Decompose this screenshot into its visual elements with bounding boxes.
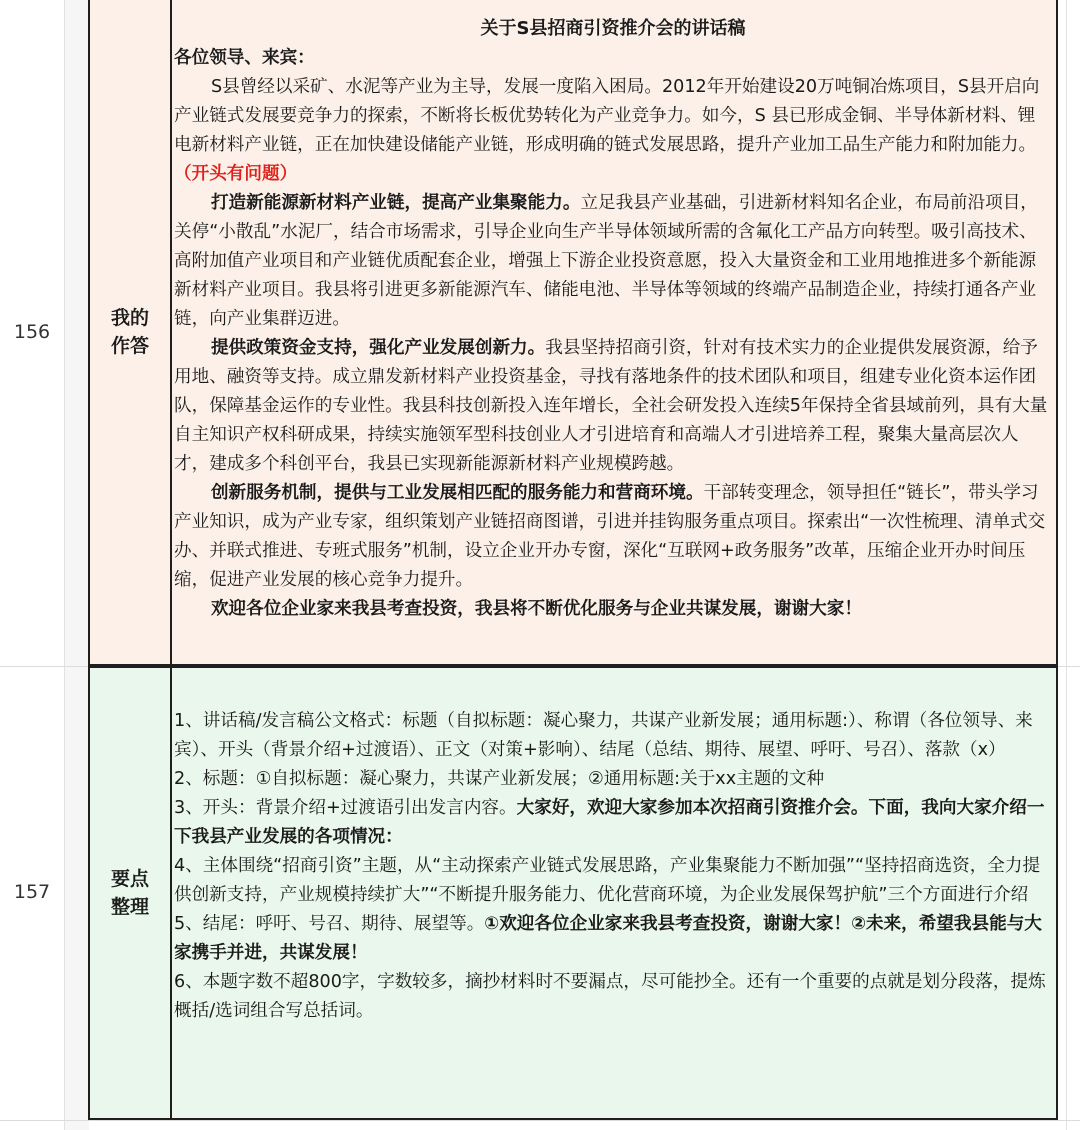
- review-note: （开头有问题）: [174, 164, 298, 184]
- row-label-cell[interactable]: [90, 0, 172, 664]
- row-label: 我的作答: [110, 307, 149, 357]
- keypoint-text: 3、开头：背景介绍+过渡语引出发言内容。: [174, 798, 517, 818]
- keypoint-5: [174, 910, 1052, 968]
- paragraph-text: 我县坚持招商引资，针对有技术实力的企业提供发展资源，给予用地、融资等支持。成立鼎发新材料产业投资基金，寻找有落地条件的技术团队和项目，组建专业化资本运作团队，保障基金运作的专业性。我县科技创新投入连年增长，全社会研发投入连续5年保持全省县域前列，具有大量自主知识产权科研成果，持续实施领军型科技创业人才引进培育和高端人才引进培养工程，聚集大量高层次人才，建成多个科创平台，我县已实现新能源新材料产业规模跨越。: [174, 338, 1048, 474]
- salutation: 各位领导、来宾：: [174, 48, 315, 68]
- row-number-157[interactable]: 157: [13, 881, 51, 903]
- keypoint-example: ①欢迎各位企业家来我县考查投资，谢谢大家！②未来，希望我县能与大家携手并进，共谋发展！: [174, 914, 1042, 963]
- keypoint-2: 2、标题：①自拟标题：凝心聚力，共谋产业新发展；②通用标题:关于xx主题的文种: [174, 769, 825, 789]
- row-number-156[interactable]: 156: [13, 321, 51, 343]
- spreadsheet-gutter: [64, 0, 89, 1130]
- keypoint-text: 5、结尾：呼吁、号召、期待、展望等。: [174, 914, 485, 934]
- keypoint-3: [174, 794, 1052, 852]
- row-label-cell[interactable]: [90, 668, 172, 1118]
- keypoints-cell[interactable]: [174, 707, 1052, 1026]
- paragraph-4: [174, 479, 1052, 595]
- paragraph-heading: 提供政策资金支持，强化产业发展创新力。: [210, 338, 546, 358]
- row-label: 要点整理: [110, 868, 149, 918]
- paragraph-2: [174, 189, 1052, 334]
- answer-table-row: [88, 0, 1058, 666]
- paragraph-heading: 打造新能源新材料产业链，提高产业集聚能力。: [210, 193, 581, 213]
- keypoint-4: 4、主体围绕“招商引资”主题，从“主动探索产业链式发展思路，产业集聚能力不断加强”“坚持招商选资，全力提供创新支持，产业规模持续扩大”“不断提升服务能力、优化营商环境，为企业发展保驾护航”三个方面进行介绍: [174, 856, 1041, 905]
- keypoint-1: 1、讲话稿/发言稿公文格式：标题（自拟标题：凝心聚力，共谋产业新发展；通用标题:）、称谓（各位领导、来宾）、开头（背景介绍+过渡语）、正文（对策+影响）、结尾（总结、期待、展望、呼吁、号召）、落款（x）: [174, 711, 1033, 760]
- paragraph-text: S县曾经以采矿、水泥等产业为主导，发展一度陷入困局。2012年开始建设20万吨铜冶炼项目，S县开启向产业链式发展要竞争力的探索，不断将长板优势转化为产业竞争力。如今，S 县已形成金铜、半导体新材料、锂电新材料产业链，正在加快建设储能产业链，形成明确的链式发展思路，提升产业加工品生产能力和附加能力。: [174, 77, 1040, 155]
- paragraph-heading: 创新服务机制，提供与工业发展相匹配的服务能力和营商环境。: [210, 483, 704, 503]
- row-divider: [0, 1120, 1080, 1121]
- keypoint-6: 6、本题字数不超800字，字数较多，摘抄材料时不要漏点，尽可能抄全。还有一个重要的点就是划分段落，提炼概括/选词组合写总括词。: [174, 972, 1046, 1021]
- paragraph-3: [174, 334, 1052, 479]
- keypoints-table-row: [88, 666, 1058, 1120]
- answer-cell[interactable]: [174, 14, 1052, 624]
- closing-paragraph: 欢迎各位企业家来我县考查投资，我县将不断优化服务与企业共谋发展，谢谢大家！: [210, 599, 862, 619]
- speech-title: 关于S县招商引资推介会的讲话稿: [480, 18, 746, 39]
- column-divider: [1066, 0, 1067, 1130]
- keypoint-example: 大家好，欢迎大家参加本次招商引资推介会。下面，我向大家介绍一下我县产业发展的各项情况：: [174, 798, 1045, 847]
- paragraph-text: 立足我县产业基础，引进新材料知名企业，布局前沿项目，关停“小散乱”水泥厂，结合市场需求，引导企业向生产半导体领域所需的含氟化工产品方向转型。吸引高技术、高附加值产业项目和产业链优质配套企业，增强上下游企业投资意愿，投入大量资金和工业用地推进多个新能源新材料产业项目。我县将引进更多新能源汽车、储能电池、半导体等领域的终端产品制造企业，持续打通各产业链，向产业集群迈进。: [174, 193, 1038, 329]
- paragraph-text: 干部转变理念，领导担任“链长”，带头学习产业知识，成为产业专家，组织策划产业链招商图谱，引进并挂钩服务重点项目。探索出“一次性梳理、清单式交办、并联式推进、专班式服务”机制，设立企业开办专窗，深化“互联网+政务服务”改革，压缩企业开办时间压缩，促进产业发展的核心竞争力提升。: [174, 483, 1046, 590]
- paragraph-1: [174, 73, 1052, 189]
- row-number-column: [0, 0, 64, 1130]
